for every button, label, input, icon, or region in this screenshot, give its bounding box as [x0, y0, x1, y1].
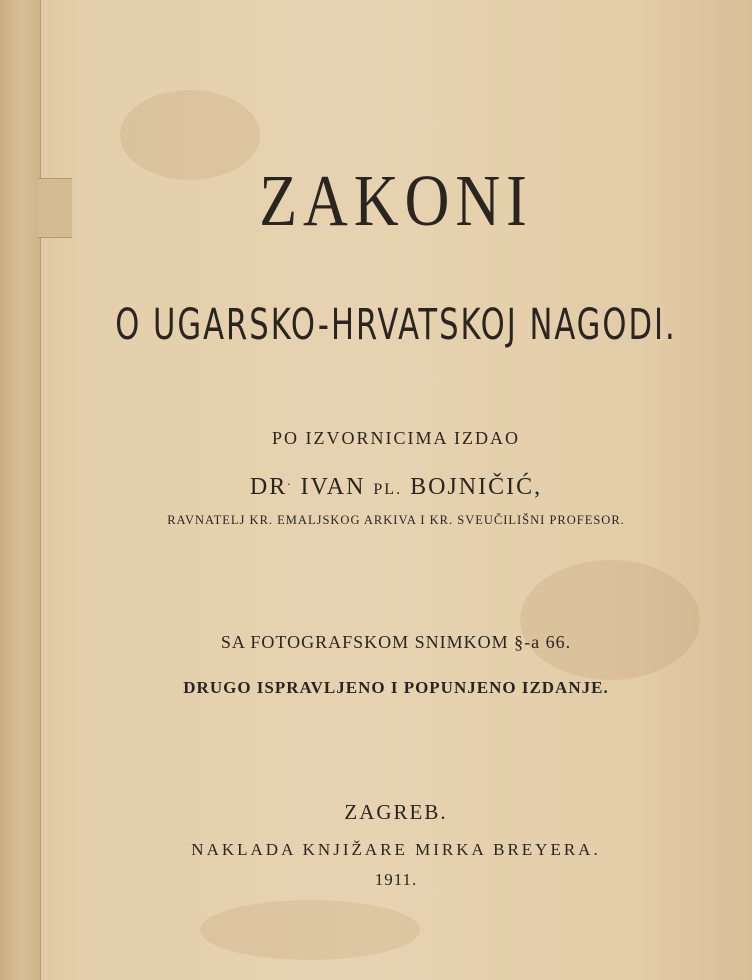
- author-particle: PL.: [373, 481, 403, 498]
- author-role: RAVNATELJ KR. EMALJSKOG ARKIVA I KR. SVEUČILIŠNI PROFESOR.: [167, 513, 625, 527]
- paper-stain: [520, 560, 700, 680]
- edited-by-line: PO IZVORNICIMA IZDAO: [272, 428, 520, 448]
- author-line: [40, 473, 752, 501]
- author-surname: BOJNIČIĆ,: [410, 474, 543, 500]
- edition-note: DRUGO ISPRAVLJENO I POPUNJENO IZDANJE.: [183, 678, 609, 697]
- photo-note: SA FOTOGRAFSKOM SNIMKOM §-a 66.: [220, 632, 572, 652]
- author-first-name: IVAN: [300, 474, 366, 500]
- publisher-line: NAKLADA KNJIŽARE MIRKA BREYERA.: [191, 840, 601, 859]
- paper-stain: [200, 900, 420, 960]
- page-spine-edge: [0, 0, 41, 980]
- book-subtitle: O UGARSKO-HRVATSKOJ NAGODI.: [115, 300, 677, 350]
- author-honorific: DR: [249, 474, 288, 500]
- book-title: ZAKONI: [259, 161, 533, 242]
- publication-city: ZAGREB.: [344, 800, 448, 824]
- publication-year: 1911.: [374, 870, 418, 889]
- author-honorific-dot: .: [287, 473, 293, 488]
